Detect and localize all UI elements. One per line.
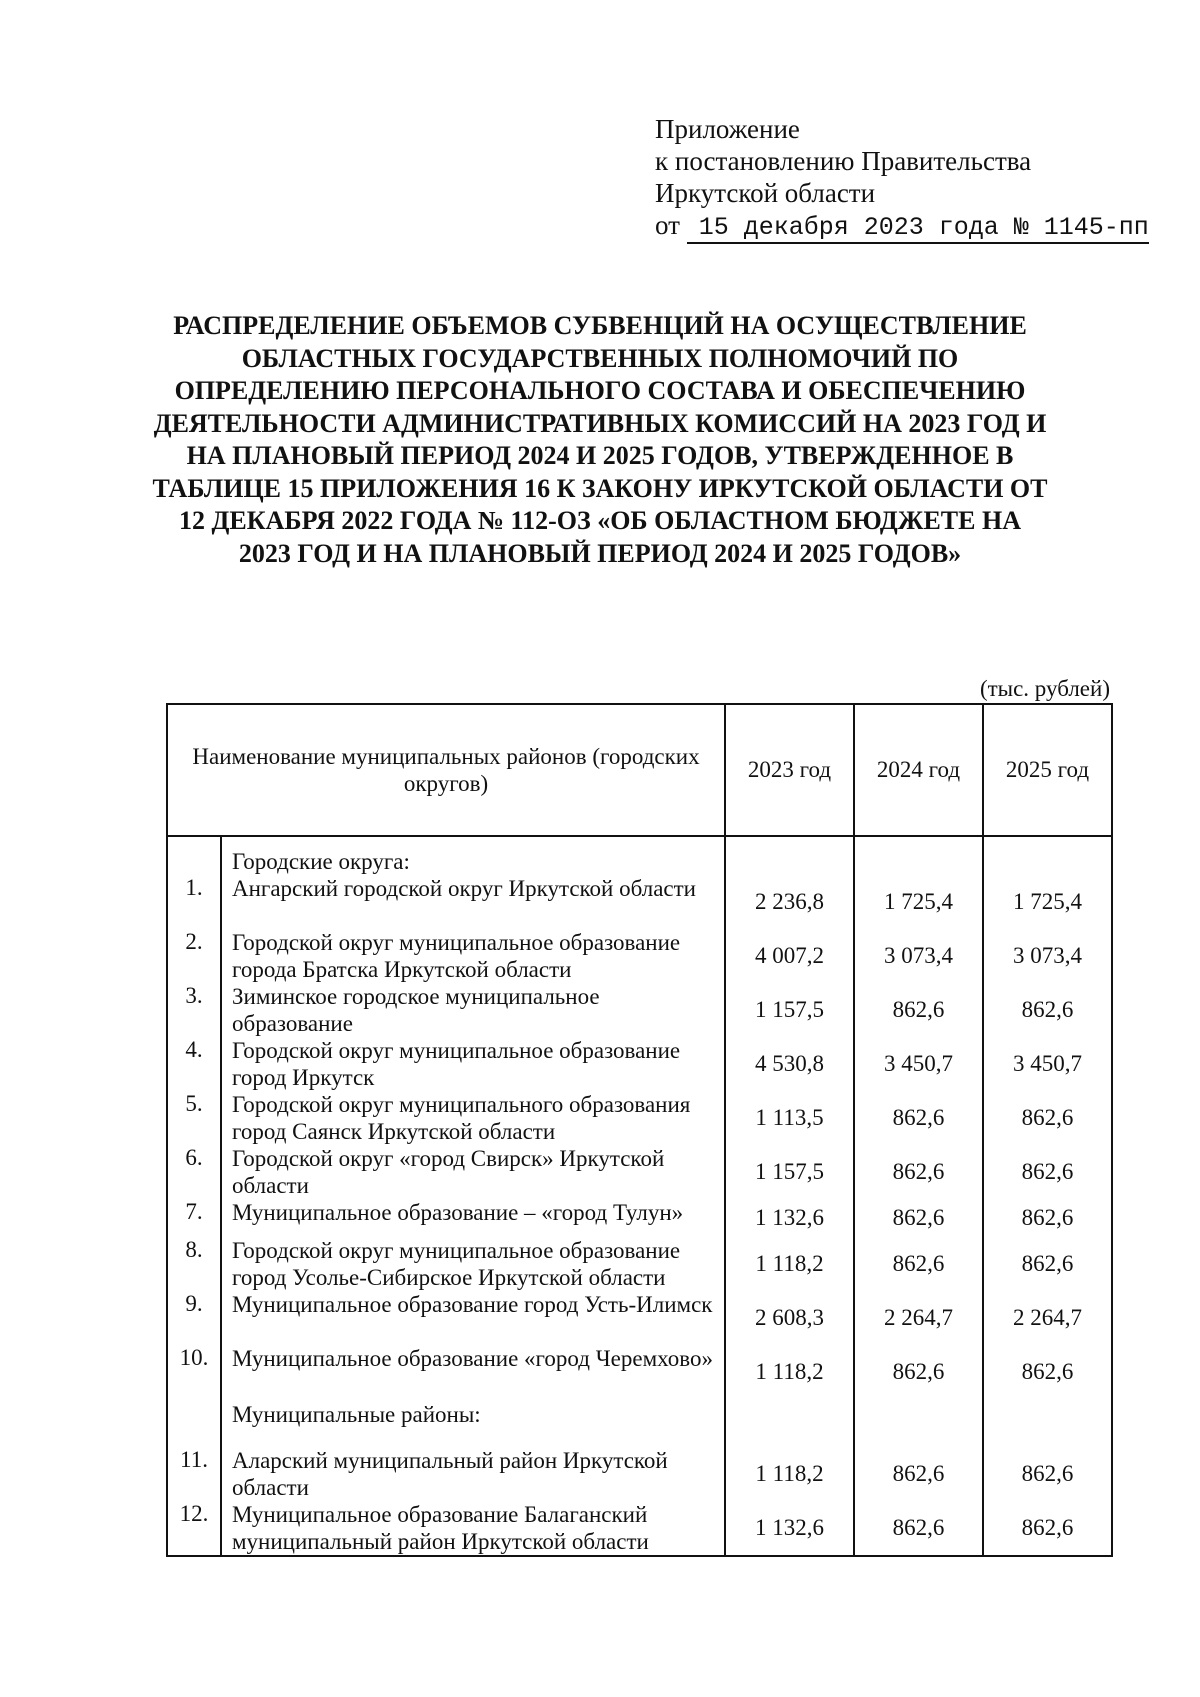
- group-label-cities: Городские округа:: [221, 845, 725, 875]
- table-row: [167, 1447, 1112, 1501]
- table-row: [167, 1091, 1112, 1145]
- document-title: РАСПРЕДЕЛЕНИЕ ОБЪЕМОВ СУБВЕНЦИЙ НА ОСУЩЕСТВЛЕНИЕ ОБЛАСТНЫХ ГОСУДАРСТВЕННЫХ ПОЛНОМОЧИЙ ПО ОПРЕДЕЛЕНИЮ ПЕРСОНАЛЬНОГО СОСТАВА И ОБЕСПЕЧЕНИЮ ДЕЯТЕЛЬНОСТИ АДМИНИСТРАТИВНЫХ КОМИССИЙ НА 2023 ГОД И НА ПЛАНОВЫЙ ПЕРИОД 2024 И 2025 ГОДОВ, УТВЕРЖДЕННОЕ В ТАБЛИЦЕ 15 ПРИЛОЖЕНИЯ 16 К ЗАКОНУ ИРКУТСКОЙ ОБЛАСТИ ОТ 12 ДЕКАБРЯ 2022 ГОДА № 112-ОЗ «ОБ ОБЛАСТНОМ БЮДЖЕТЕ НА 2023 ГОД И НА ПЛАНОВЫЙ ПЕРИОД 2024 И 2025 ГОДОВ»: [152, 311, 1048, 568]
- row-name: Аларский муниципальный район Иркутской области: [221, 1447, 725, 1501]
- annex-line-1: Приложение: [655, 114, 800, 144]
- value-2023: 4 530,8: [725, 1037, 854, 1091]
- table-row: [167, 1501, 1112, 1556]
- value-2024: 862,6: [854, 1345, 983, 1399]
- annex-date-value: 15 декабря 2023 года № 1145-пп: [687, 213, 1149, 244]
- table-row: [167, 875, 1112, 929]
- row-name: Зиминское городское муниципальное образование: [221, 983, 725, 1037]
- value-2025: 862,6: [983, 1091, 1112, 1145]
- value-2023: 1 118,2: [725, 1447, 854, 1501]
- value-2025: 3 450,7: [983, 1037, 1112, 1091]
- value-2024: 1 725,4: [854, 875, 983, 929]
- value-2024: 862,6: [854, 1199, 983, 1237]
- value-2025: 862,6: [983, 1447, 1112, 1501]
- annex-date-line: [655, 209, 1149, 244]
- header-2023: 2023 год: [725, 704, 854, 836]
- value-2023: 1 113,5: [725, 1091, 854, 1145]
- value-2023: 1 132,6: [725, 1501, 854, 1556]
- row-number: 6.: [167, 1145, 221, 1199]
- value-2024: 862,6: [854, 1501, 983, 1556]
- header-2025: 2025 год: [983, 704, 1112, 836]
- value-2024: 3 073,4: [854, 929, 983, 983]
- value-2024: 862,6: [854, 1091, 983, 1145]
- row-number: 7.: [167, 1199, 221, 1237]
- header-2024: 2024 год: [854, 704, 983, 836]
- value-2024: 862,6: [854, 1237, 983, 1291]
- row-number: 5.: [167, 1091, 221, 1145]
- row-number: 8.: [167, 1237, 221, 1291]
- value-2023: 2 608,3: [725, 1291, 854, 1345]
- row-name: Городской округ муниципальное образование город Усолье-Сибирское Иркутской области: [221, 1237, 725, 1291]
- row-number: 11.: [167, 1447, 221, 1501]
- row-number: 12.: [167, 1501, 221, 1556]
- subvention-table: [166, 703, 1113, 1557]
- row-number: 4.: [167, 1037, 221, 1091]
- table-row: [167, 1345, 1112, 1399]
- row-name: Ангарский городской округ Иркутской области: [221, 875, 725, 929]
- value-2024: 2 264,7: [854, 1291, 983, 1345]
- value-2023: 1 118,2: [725, 1345, 854, 1399]
- annex-line-2: к постановлению Правительства: [655, 146, 1032, 176]
- value-2023: 1 157,5: [725, 983, 854, 1037]
- units-label: (тыс. рублей): [979, 676, 1110, 701]
- value-2025: 1 725,4: [983, 875, 1112, 929]
- value-2023: 1 132,6: [725, 1199, 854, 1237]
- row-name: Муниципальное образование город Усть-Илимск: [221, 1291, 725, 1345]
- row-number: 3.: [167, 983, 221, 1037]
- row-number: 2.: [167, 929, 221, 983]
- row-name: Муниципальное образование – «город Тулун»: [221, 1199, 725, 1237]
- value-2024: 862,6: [854, 983, 983, 1037]
- table-row: [167, 1199, 1112, 1237]
- table-row: [167, 1145, 1112, 1199]
- row-number: 10.: [167, 1345, 221, 1399]
- group-label-districts: Муниципальные районы:: [221, 1399, 725, 1447]
- row-name: Городской округ муниципального образования город Саянск Иркутской области: [221, 1091, 725, 1145]
- row-number: 9.: [167, 1291, 221, 1345]
- value-2025: 862,6: [983, 1501, 1112, 1556]
- table-header-row: [167, 704, 1112, 836]
- group-row-districts: [167, 1399, 1112, 1447]
- value-2024: 862,6: [854, 1447, 983, 1501]
- value-2024: 3 450,7: [854, 1037, 983, 1091]
- annex-line-3: Иркутской области: [655, 178, 876, 208]
- header-name: Наименование муниципальных районов (городских округов): [167, 704, 725, 836]
- annex-block: [655, 113, 1149, 244]
- value-2024: 862,6: [854, 1145, 983, 1199]
- table-row: [167, 1291, 1112, 1345]
- row-name: Городской округ муниципальное образование город Иркутск: [221, 1037, 725, 1091]
- row-name: Городской округ «город Свирск» Иркутской области: [221, 1145, 725, 1199]
- value-2025: 862,6: [983, 1145, 1112, 1199]
- spacer-row: [167, 836, 1112, 845]
- value-2025: 862,6: [983, 1199, 1112, 1237]
- group-row-cities: [167, 845, 1112, 875]
- value-2025: 2 264,7: [983, 1291, 1112, 1345]
- value-2025: 3 073,4: [983, 929, 1112, 983]
- value-2023: 1 118,2: [725, 1237, 854, 1291]
- value-2023: 2 236,8: [725, 875, 854, 929]
- table-row: [167, 1237, 1112, 1291]
- table-body: [167, 836, 1112, 1556]
- value-2025: 862,6: [983, 983, 1112, 1037]
- row-number: 1.: [167, 875, 221, 929]
- row-name: Муниципальное образование Балаганский муниципальный район Иркутской области: [221, 1501, 725, 1556]
- annex-date-prefix: от: [655, 210, 680, 240]
- row-name: Городской округ муниципальное образование города Братска Иркутской области: [221, 929, 725, 983]
- value-2023: 4 007,2: [725, 929, 854, 983]
- table-row: [167, 983, 1112, 1037]
- value-2025: 862,6: [983, 1345, 1112, 1399]
- value-2023: 1 157,5: [725, 1145, 854, 1199]
- value-2025: 862,6: [983, 1237, 1112, 1291]
- table-row: [167, 929, 1112, 983]
- row-name: Муниципальное образование «город Черемхово»: [221, 1345, 725, 1399]
- table-row: [167, 1037, 1112, 1091]
